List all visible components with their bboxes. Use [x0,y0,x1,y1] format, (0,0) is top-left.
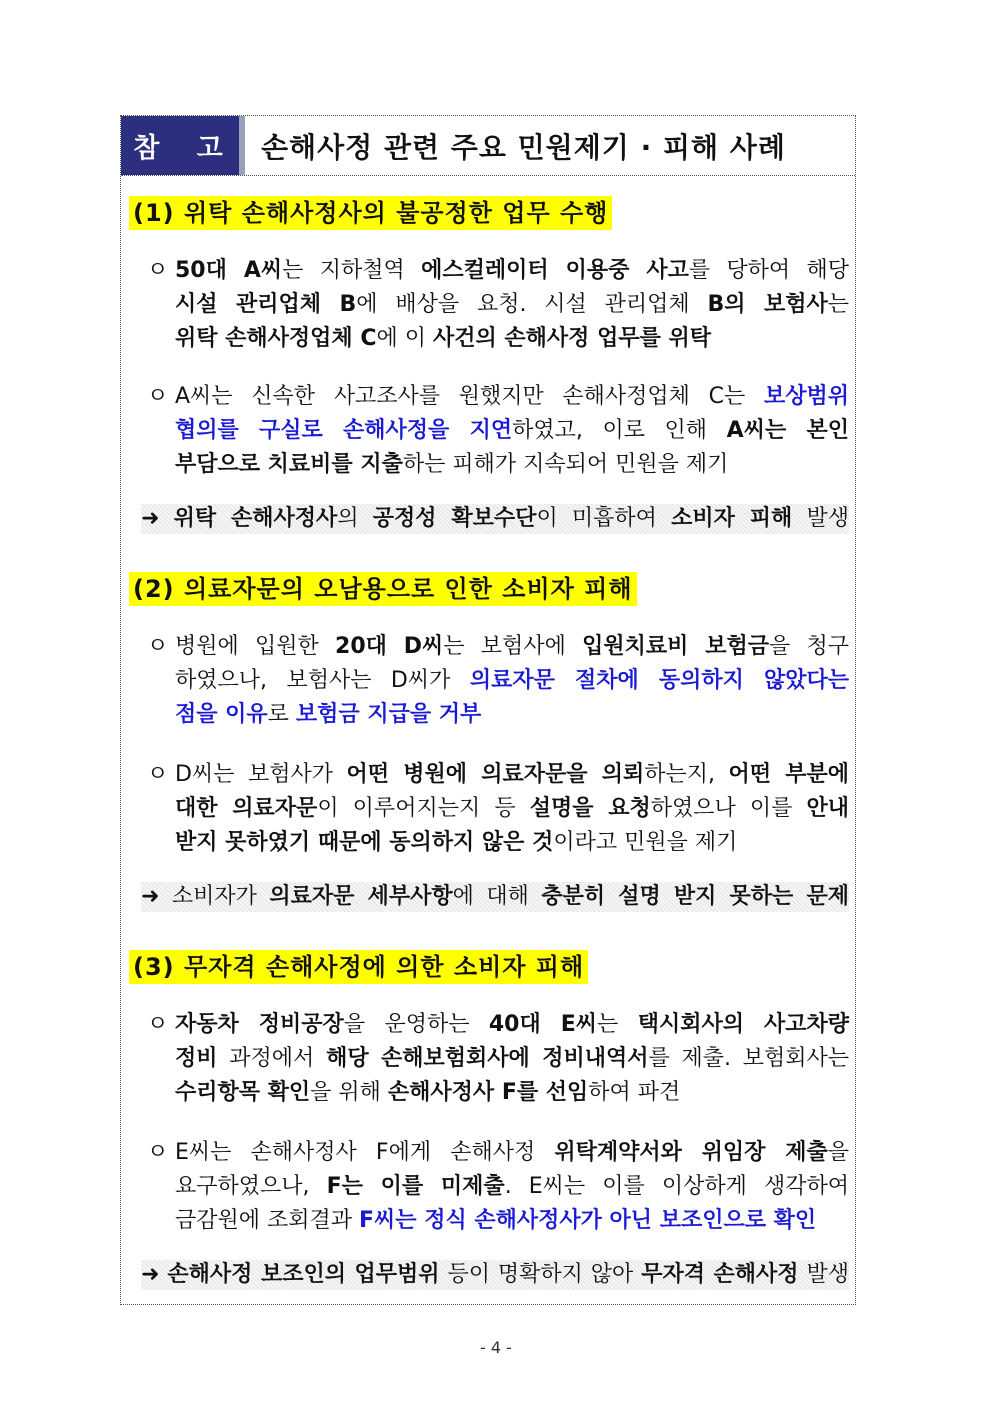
emphasis-blue-text: 협의를 구실로 손해사정을 지연 [175,418,513,443]
paragraph-line [175,698,849,732]
paragraph-line [175,1008,849,1042]
paragraph-line [175,1170,849,1204]
paragraph-line [175,380,849,414]
paragraph-line [175,1136,849,1170]
text-run: 금감원에 조회결과 [175,1208,360,1233]
paragraph-line [175,254,849,288]
text-run: 과정에서 [217,1046,327,1071]
emphasis-text: 50대 A씨 [175,258,283,283]
emphasis-text: 40대 E씨 [488,1012,598,1037]
text-run: 을 청구 [769,634,850,659]
text-run: 하는지, [644,762,729,787]
case-3-paragraph-2 [147,1136,849,1238]
text-run: D씨는 보험사가 [175,762,347,787]
case-3-paragraph-1 [147,1008,849,1110]
text-run: 발생 [792,506,849,531]
page-number: - 4 - [480,1338,512,1357]
emphasis-blue-text: 점을 이유 [175,702,268,727]
text-run: 는 보험사에 [443,634,583,659]
text-run: 는 [827,292,850,317]
text-run: A씨는 신속한 사고조사를 원했지만 손해사정업체 C는 [175,384,764,409]
text-run: ➜ [141,506,174,531]
paragraph-line [175,322,849,356]
case-1-paragraph-1 [147,254,849,356]
emphasis-text: 수리항목 확인 [175,1080,311,1105]
text-run: 이 미흡하여 [536,506,672,531]
emphasis-text: 어떤 병원에 의료자문을 의뢰 [346,762,645,787]
text-run: 에 이 [376,326,433,351]
text-run: 는 [597,1012,638,1037]
text-run: 에 배상을 요청. 시설 관리업체 [356,292,708,317]
emphasis-text: 손해사정 보조인의 업무범위 [167,1262,440,1287]
emphasis-text: 택시회사의 사고차량 [637,1012,850,1037]
text-run: 등이 명확하지 않아 [439,1262,642,1287]
bullet-marker: ㅇ [147,634,169,659]
section-title-1: (1) 위탁 손해사정사의 불공정한 업무 수행 [129,196,612,230]
emphasis-text: 자동차 정비공장 [175,1012,344,1037]
emphasis-text: F는 이를 미제출 [326,1174,505,1199]
case-2-paragraph-1 [147,630,849,732]
paragraph-line [175,758,849,792]
emphasis-text: 무자격 손해사정 [641,1262,799,1287]
emphasis-text: B의 보험사 [707,292,828,317]
text-run: 의 [337,506,373,531]
text-run: . E씨는 이를 이상하게 생각하여 [504,1174,849,1199]
text-run: 는 지하철역 [282,258,422,283]
emphasis-text: 해당 손해보험회사에 정비내역서 [326,1046,649,1071]
emphasis-text: 사건의 손해사정 업무를 위탁 [432,326,711,351]
emphasis-text: 대한 의료자문 [175,796,318,821]
section-title-2: (2) 의료자문의 오남용으로 인한 소비자 피해 [129,572,637,606]
emphasis-blue-text: F씨는 정식 손해사정사가 아닌 보조인으로 확인 [359,1208,817,1233]
emphasis-text: 위탁계약서와 위임장 제출 [554,1140,828,1165]
text-run: E씨는 손해사정사 F에게 손해사정 [175,1140,555,1165]
text-run: 요구하였으나, [175,1174,327,1199]
paragraph-line [175,1204,849,1238]
paragraph-line [175,414,849,448]
text-run: 병원에 입원한 [175,634,336,659]
text-run: 에 대해 [452,884,542,909]
text-run: 하였으나 이를 [650,796,807,821]
text-run: 이라고 민원을 제기 [553,830,738,855]
emphasis-text: 위탁 손해사정사 [173,506,338,531]
emphasis-blue-text: 보험금 지급을 거부 [295,702,482,727]
text-run: 이 이루어지는지 등 [317,796,530,821]
bullet-marker: ㅇ [147,762,169,787]
paragraph-line [175,826,849,860]
paragraph-line [175,630,849,664]
paragraph-line [175,1076,849,1110]
case-2-paragraph-2 [147,758,849,860]
emphasis-text: 정비 [175,1046,218,1071]
case-2-conclusion [141,882,849,912]
text-run: 을 위해 [310,1080,388,1105]
text-run: 를 제출. 보험회사는 [648,1046,849,1071]
text-run: 하여 파견 [588,1080,681,1105]
emphasis-text: 에스컬레이터 이용중 사고 [421,258,689,283]
emphasis-blue-text: 보상범위 [763,384,849,409]
emphasis-text: 어떤 부분에 [728,762,849,787]
box-header [121,116,855,176]
bullet-marker: ㅇ [147,384,169,409]
text-run: 로 [267,702,296,727]
paragraph-line [175,1042,849,1076]
section-title-3: (3) 무자격 손해사정에 의한 소비자 피해 [129,950,588,984]
text-run: ➜ [141,1262,168,1287]
emphasis-text: A씨는 본인 [726,418,849,443]
emphasis-text: 시설 관리업체 B [175,292,357,317]
case-1-paragraph-2 [147,380,849,482]
emphasis-text: 안내 [806,796,850,821]
case-3-conclusion [141,1260,849,1290]
text-run: 발생 [798,1262,849,1287]
text-run: 을 [827,1140,849,1165]
text-run: 하였으나, 보험사는 D씨가 [175,668,470,693]
paragraph-line [175,792,849,826]
emphasis-text: 충분히 설명 받지 못하는 문제 [541,884,849,909]
text-run: 을 운영하는 [343,1012,489,1037]
text-run: 하였고, 이로 인해 [512,418,727,443]
reference-tag: 참 고 [121,116,239,175]
emphasis-text: 설명을 요청 [529,796,651,821]
tag-shadow [239,116,245,175]
emphasis-text: 손해사정사 F를 선임 [387,1080,589,1105]
paragraph-line [175,448,849,482]
emphasis-text: 위탁 손해사정업체 C [175,326,377,351]
bullet-marker: ㅇ [147,258,169,283]
text-run: 를 당하여 해당 [688,258,849,283]
emphasis-text: 20대 D씨 [335,634,444,659]
emphasis-text: 소비자 피해 [671,506,793,531]
emphasis-text: 부담으로 치료비를 지출 [175,452,403,477]
bullet-marker: ㅇ [147,1012,169,1037]
emphasis-text: 의료자문 세부사항 [269,884,453,909]
paragraph-line [175,664,849,698]
emphasis-text: 입원치료비 보험금 [582,634,770,659]
emphasis-blue-text: 의료자문 절차에 동의하지 않았다는 [469,668,850,693]
case-1-conclusion [141,504,849,534]
paragraph-line [175,288,849,322]
emphasis-text: 받지 못하였기 때문에 동의하지 않은 것 [175,830,554,855]
text-run: ➜ 소비자가 [141,884,270,909]
emphasis-text: 공정성 확보수단 [372,506,537,531]
text-run: 하는 피해가 지속되어 민원을 제기 [402,452,729,477]
reference-box [120,115,856,1305]
box-title: 손해사정 관련 주요 민원제기 · 피해 사례 [261,130,786,164]
bullet-marker: ㅇ [147,1140,169,1165]
